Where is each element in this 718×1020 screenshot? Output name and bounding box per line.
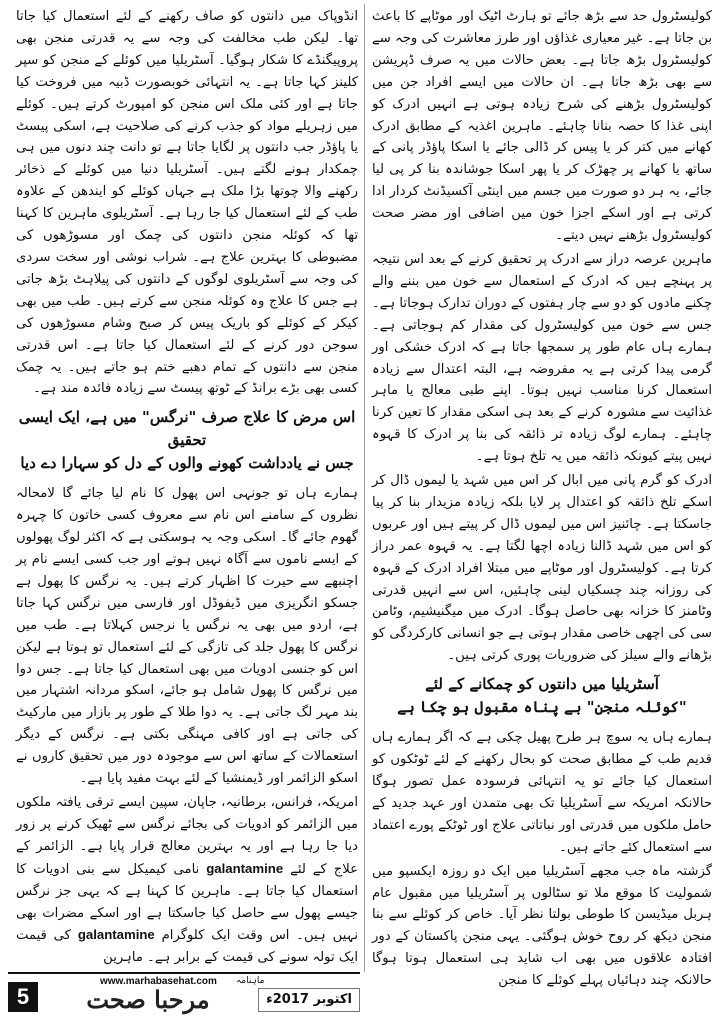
paragraph-text: امریکہ، فرانس، برطانیہ، جاپان، سپین ایسے ترقی یافتہ ملکوں میں الزائمر کو ادویات کی بجائے نرگس سے ٹھیک کرنے پر زور دیا جا رہا ہے اور یہ بہترین معالج قرار پایا ہے۔ الزائمر کے علاج کے لئے [16, 795, 358, 877]
website-url[interactable]: www.marhabasehat.com [100, 976, 217, 987]
chemical-name: galantamine [77, 927, 155, 943]
issue-date-badge: اکتوبر 2017ء [258, 988, 360, 1012]
right-column [372, 6, 712, 994]
page-footer [8, 972, 360, 1016]
paragraph-ginger-research: ماہرین عرصہ دراز سے ادرک پر تحقیق کرنے کے بعد اس نتیجہ پر پہنچے ہیں کہ ادرک کے استعمال سے خون میں بننے والے چکنے مادوں کو دو سے چار ہفتوں کے دوران تدارک ہوجاتا ہے۔ جس سے خون میں کولیسٹرول کی مقدار کم ہوجاتی ہے۔ ہمارے ہاں عام طور پر سمجھا جاتا ہے کہ ادرک خشکی اور گرمی پیدا کرتی ہے یہ مفروضہ ہے، البتہ اعتدال سے زیادہ استعمال کرنا مناسب نہیں ہوتا۔ اپنے طبی معالج یا ماہر غذائیت سے مشورہ کرنے کے بعد ہی اسکی مقدار کا تعین کرنا چاہئے۔ ہمارے لوگ زیادہ تر ذائقہ کی بنا پر ادرک کا قہوہ نہیں پیتے کیونکہ ذائقہ میں یہ تلخ ہوتا ہے۔ [372, 251, 712, 465]
paragraph-narcissus-flower: ہمارے ہاں تو جونہی اس پھول کا نام لیا جائے گا لامحالہ نظروں کے سامنے اس نام سے معروف کسی خاتون کا چہرہ گھوم جائے گا۔ اسکی وجہ یہ ہوسکتی ہے کہ اکثر لوگ پھولوں کے ایسے ناموں سے آگاہ نہیں ہوتے اور جب کسی ایسے نام پر اچنبھے سے حیرت کا اظہار کرتے ہیں۔ یہ نرگس کا پھول ہے جسکو انگریزی میں ڈیفوڈل اور فارسی میں نرگس کہا جاتا ہے، اردو میں بھی یہ نرگس یا نرجس کہلاتا ہے۔ طب میں نرگس کا پھول جلد کی تازگی کے لئے استعمال تو ہوتا ہے لیکن اس کو جنسی ادویات میں بھی استعمال کیا جاتا ہے۔ جس دوا میں نرگس کا پھول شامل ہو جائے، اسکو مردانہ اشتہار میں بند مہر لگ جاتی ہے۔ یہ دوا طلا کے طور پر بازار میں مارکیٹ کی جاتی ہے اور کافی مہنگی بکتی ہے۔ نرگس کے دیگر استعمالات کے ساتھ اس سے موجودہ دور میں تحقیق کاروں نے اسکو الزائمر اور ڈیمنشیا کے لئے بہت مفید پایا ہے۔ [16, 486, 358, 787]
column-divider [364, 4, 365, 972]
masthead-subtitle: ماہنامہ [236, 976, 265, 986]
footer-rule [8, 972, 360, 974]
section-heading-charcoal [372, 673, 712, 719]
magazine-masthead: مرحبا صحت [86, 985, 210, 1014]
heading-line: جس نے یادداشت کھونے والوں کے دل کو سہارا دے دیا [20, 454, 354, 473]
left-column [16, 6, 358, 971]
paragraph-text: کی قیمت ایک تولہ سونے کی قیمت کے برابر ہے۔ ماہرین [16, 928, 358, 966]
page-number: 5 [8, 982, 38, 1012]
heading-line: اس مرض کا علاج صرف "نرگس" میں ہے، ایک ایسی تحقیق [18, 408, 356, 450]
paragraph-charcoal-toothpowder: انڈوپاک میں دانتوں کو صاف رکھنے کے لئے استعمال کیا جاتا تھا۔ لیکن طب مخالفت کی وجہ سے یہ قدرتی منجن بھی پروپیگنڈے کا شکار ہوگیا۔ آسٹریلیا میں کوئلے کے منجن کو سپر کلینز کہا جاتا ہے۔ یہ انتہائی خوبصورت ڈبیہ میں فروخت کیا جاتا ہے اور کئی ملک اس منجن کو امپورٹ کرتے ہیں۔ کوئلے میں زہریلے مواد کو جذب کرنے کی صلاحیت ہے، اسکی پیسٹ یا پاؤڈر جب دانتوں پر لگایا جاتا ہے تو دانت چند دنوں میں ہی چمکدار ہونے لگتے ہیں۔ آسٹریلیا دنیا میں کوئلے کے ذخائر رکھنے والا چوتھا بڑا ملک ہے جہاں کوئلے کو ایندھن کے علاوہ طب کے لئے استعمال کیا جا رہا ہے۔ آسٹریلوی ماہرین کا کہنا تھا کہ کوئلہ منجن دانتوں کی چمک اور مسوڑھوں کی مضبوطی کا بہترین علاج ہے۔ شراب نوشی اور سخت سردی کی وجہ سے آسٹریلوی لوگوں کے دانتوں کی پیلاہٹ بڑھ جاتی ہے جس کا علاج وہ کوئلہ منجن سے کرتے ہیں۔ طب میں بھی کیکر کے کوئلے کو باریک پیس کر صبح وشام مسوڑھوں کی سوجن دور کرنے کے لئے استعمال کیا جاتا ہے۔ اس قدرتی منجن سے دانتوں کے تمام دھبے ختم ہو جاتے ہیں۔ یہ چمک کسی بھی بڑے برانڈ کے ٹوتھ پیسٹ سے زیادہ فائدہ مند ہے۔ [16, 9, 358, 397]
paragraph-australia-expo: گزشتہ ماہ جب مجھے آسٹریلیا میں ایک دو روزہ ایکسپو میں شمولیت کا موقع ملا تو سٹالوں پر آسٹریلیا میں مقبول عام ہربل میڈیسن کا طوطی بولتا نظر آیا۔ خاص کر کوئلے سے بنا منجن دیکھ کر روح خوش ہوگئی۔ یہی منجن پاکستان کے دور افتادہ علاقوں میں بھی اب شاید ہی استعمال ہوتا ہوگا حالانکہ چند دہائیاں پہلے کوئلے کا منجن [372, 863, 712, 989]
paragraph-alzheimer-treatment [16, 792, 358, 969]
section-heading-narcissus [16, 406, 358, 475]
heading-line: آسٹریلیا میں دانتوں کو چمکانے کے لئے [425, 675, 659, 694]
paragraph-traditional-remedies: ہمارے ہاں یہ سوچ ہر طرح پھیل چکی ہے کہ اگر ہمارے ہاں قدیم طب کے مطابق صحت کو بحال رکھنے کے لئے ٹوٹکوں کو استعمال کیا جائے تو یہ انتہائی فرسودہ عمل تصور ہوگا حالانکہ امریکہ سے آسٹریلیا تک بھی متمدن اور عہد جدید کے حامل ملکوں میں قدرتی اور نباتاتی علاج اور ٹوٹکے پورے اعتماد سے استعمال کئے جاتے ہیں۔ [372, 730, 712, 855]
chemical-name: galantamine [206, 860, 284, 876]
paragraph-ginger-tea: ادرک کو گرم پانی میں ابال کر اس میں شہد یا لیموں ڈال کر اسکے تلخ ذائقہ کو اعتدال پر لایا بلکہ زیادہ مزیدار بنا کر پیا جاسکتا ہے۔ چائنیز اس میں لیموں ڈال کر پیتے ہیں اور عربوں کو اس میں شہد ڈالنا زیادہ اچھا لگتا ہے۔ یہ قہوہ عمر دراز کرتا ہے۔ کولیسٹرول اور موٹاپے میں مبتلا افراد ادرک کے قہوہ کی روزانہ چند چسکیاں لینی چاہئیں، اس سے انہیں قدرتی وٹامنز کا خزانہ بھی حاصل ہوگا۔ ادرک میں میگنیشیم، وٹامن سی کی اچھی خاصی مقدار ہوتی ہے جو انسانی کارکردگی کو بڑھانے والے سیلز کی ضروریات پوری کرتی ہیں۔ [372, 473, 712, 664]
paragraph-ginger-cholesterol: کولیسٹرول حد سے بڑھ جائے تو ہارٹ اٹیک اور موٹاپے کا باعث بن جاتا ہے۔ غیر معیاری غذاؤں اور طرز معاشرت کی وجہ سے کولیسٹرول بڑھ جاتا ہے۔ بعض حالات میں یہ صرف ڈپریشن سے بھی بڑھ جاتا ہے۔ ان حالات میں ایسے افراد جن میں کولیسٹرول بڑھنے کی شرح زیادہ ہوتی ہے انہیں ادرک کو اپنی غذا کا حصہ بنانا چاہئے۔ ماہرین اغذیہ کے مطابق ادرک کھانے میں کتر کر یا پیس کر ڈالی جائے یا اسکا پاؤڈر پانی کے ساتھ یا کھانے پر چھڑک کر یا پھر اسکا جوشاندہ بنا کر پی لیا جائے، یہ ہر دو صورت میں جسم میں اینٹی آکسیڈنٹ کردار ادا کرتی ہے اور اسکے اجزا خون میں اضافی اور مضر صحت کولیسٹرول بڑھنے نہیں دیتے۔ [372, 9, 712, 244]
paragraph-text: نامی کیمیکل سے بنی ادویات کا استعمال کیا جاتا ہے۔ ماہرین کا کہنا ہے کہ یہی جز نرگس جیسے پھول سے حاصل کیا جاسکتا ہے اور اسکے مضرات بھی نہیں ہیں۔ اس وقت ایک کلوگرام [16, 861, 359, 944]
heading-line: "کوئلہ منجن" بے پناہ مقبول ہو چکا ہے [397, 698, 687, 717]
